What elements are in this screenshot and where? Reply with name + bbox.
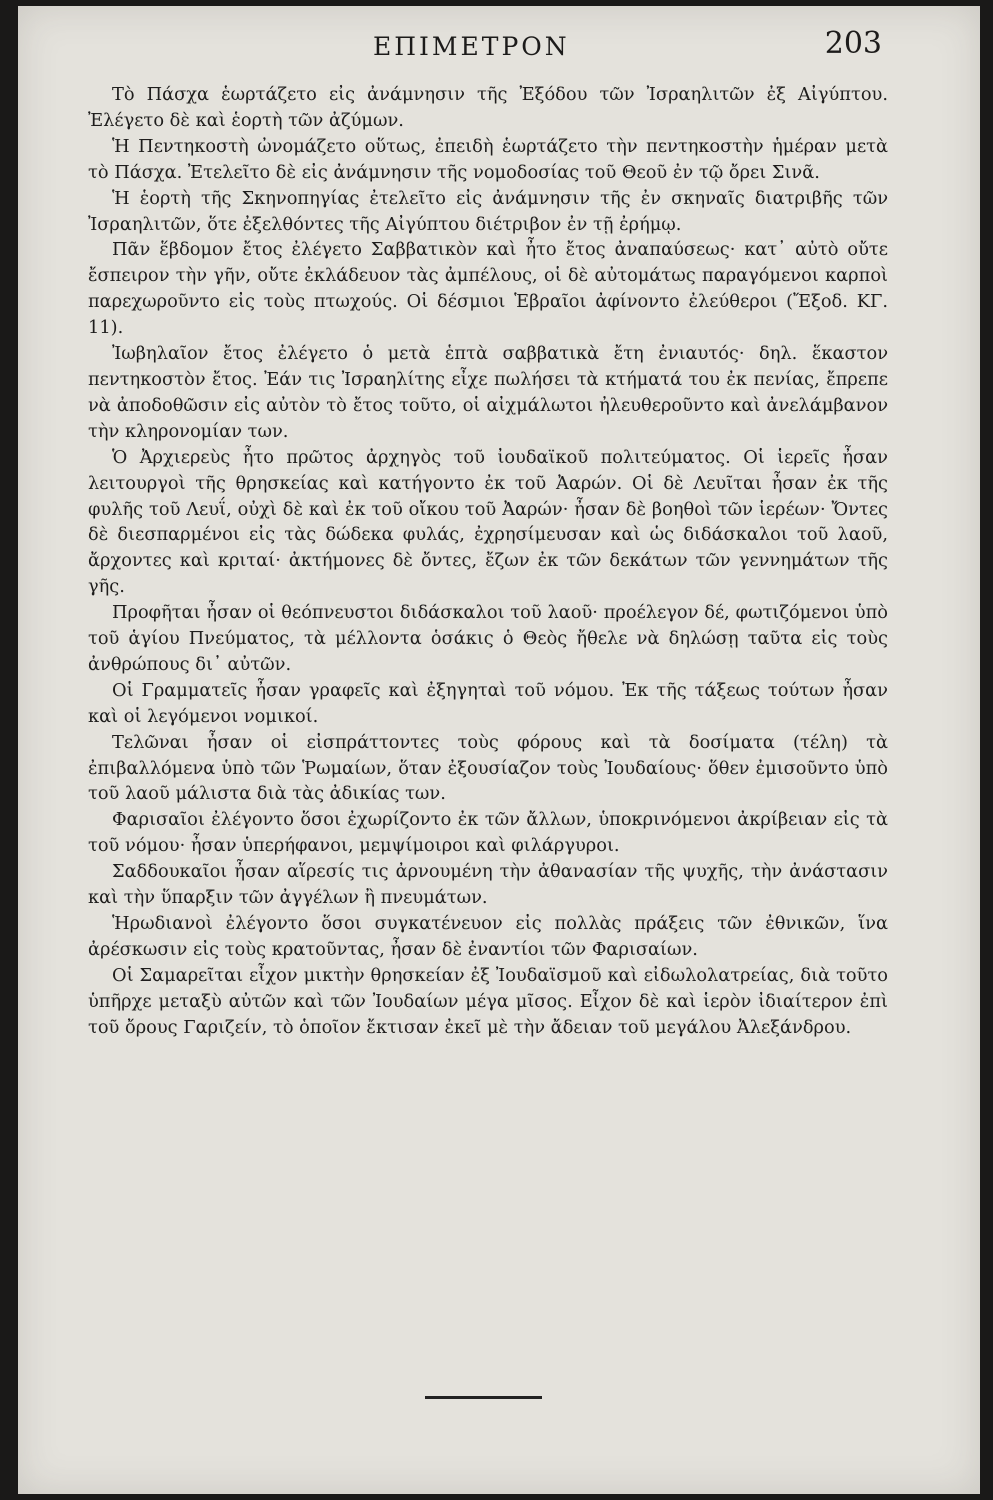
page-body — [88, 82, 888, 1041]
paragraph-sabbatical-year: Πᾶν ἕβδομον ἔτος ἐλέγετο Σαββατικὸν καὶ ἦτο ἔτος ἀναπαύσεως· κατ᾽ αὐτὸ οὔτε ἔσπειρον τὴν γῆν, οὔτε ἐκλάδευον τὰς ἀμπέλους, οἱ δὲ αὐτομάτως παραγόμενοι καρποὶ παρεχωροῦντο εἰς τοὺς πτωχούς. Οἱ δέσμιοι Ἑβραῖοι ἀφίνοντο ἐλεύθεροι (Ἔξοδ. ΚΓ. 11). — [88, 239, 888, 339]
paragraph-prophets: Προφῆται ἦσαν οἱ θεόπνευστοι διδάσκαλοι τοῦ λαοῦ· προέλεγον δέ, φωτιζόμενοι ὑπὸ τοῦ ἁγίου Πνεύματος, τὰ μέλλοντα ὁσάκις ὁ Θεὸς ἤθελε νὰ δηλώσῃ ταῦτα εἰς τοὺς ἀνθρώπους δι᾽ αὐτῶν. — [88, 602, 888, 675]
paragraph-pharisees: Φαρισαῖοι ἐλέγοντο ὅσοι ἐχωρίζοντο ἐκ τῶν ἄλλων, ὑποκρινόμενοι ἀκρίβειαν εἰς τὰ τοῦ νόμου· ἦσαν ὑπερήφανοι, μεμψίμοιροι καὶ φιλάργυροι. — [88, 809, 888, 857]
page-header — [18, 26, 980, 72]
paragraph-jubilee-year: Ἰωβηλαῖον ἔτος ἐλέγετο ὁ μετὰ ἑπτὰ σαββατικὰ ἔτη ἐνιαυτός· δηλ. ἕκαστον πεντηκοστὸν ἔτος. Ἐάν τις Ἰσραηλίτης εἶχε πωλήσει τὰ κτήματά του ἐκ πενίας, ἔπρεπε νὰ ἀποδοθῶσιν εἰς αὐτὸν τὸ ἔτος τοῦτο, οἱ αἰχμάλωτοι ἠλευθεροῦντο καὶ ἀνελάμβανον τὴν κληρονομίαν των. — [88, 343, 888, 442]
page-number: 203 — [824, 26, 882, 61]
paragraph-samaritans: Οἱ Σαμαρεῖται εἶχον μικτὴν θρησκείαν ἐξ Ἰουδαϊσμοῦ καὶ εἰδωλολατρείας, διὰ τοῦτο ὑπῆρχε μεταξὺ αὐτῶν καὶ τῶν Ἰουδαίων μέγα μῖσος. Εἶχον δὲ καὶ ἱερὸν ἰδιαίτερον ἐπὶ τοῦ ὄρους Γαριζείν, τὸ ὁποῖον ἔκτισαν ἐκεῖ μὲ τὴν ἄδειαν τοῦ μεγάλου Ἀλεξάνδρου. — [88, 964, 888, 1038]
paragraph-pascha: Τὸ Πάσχα ἑωρτάζετο εἰς ἀνάμνησιν τῆς Ἐξόδου τῶν Ἰσραηλιτῶν ἐξ Αἰγύπτου. Ἐλέγετο δὲ καὶ ἑορτὴ τῶν ἀζύμων. — [88, 84, 888, 131]
paragraph-pentecost: Ἡ Πεντηκοστὴ ὠνομάζετο οὕτως, ἐπειδὴ ἑωρτάζετο τὴν πεντηκοστὴν ἡμέραν μετὰ τὸ Πάσχα. Ἐτελεῖτο δὲ εἰς ἀνάμνησιν τῆς νομοδοσίας τοῦ Θεοῦ ἐν τῷ ὄρει Σινᾶ. — [88, 135, 888, 183]
paragraph-scribes: Οἱ Γραμματεῖς ἦσαν γραφεῖς καὶ ἐξηγηταὶ τοῦ νόμου. Ἐκ τῆς τάξεως τούτων ἦσαν καὶ οἱ λεγόμενοι νομικοί. — [88, 679, 888, 727]
running-title: ΕΠΙΜΕΤΡΟΝ — [373, 32, 570, 61]
paragraph-tax-collectors: Τελῶναι ἦσαν οἱ εἰσπράττοντες τοὺς φόρους καὶ τὰ δοσίματα (τέλη) τὰ ἐπιβαλλόμενα ὑπὸ τῶν Ῥωμαίων, ὅταν ἐξουσίαζον τοὺς Ἰουδαίους· ὅθεν ἐμισοῦντο ὑπὸ τοῦ λαοῦ μάλιστα διὰ τὰς ἀδικίας των. — [88, 731, 888, 805]
paragraph-herodians: Ἡρωδιανοὶ ἐλέγοντο ὅσοι συγκατένευον εἰς πολλὰς πράξεις τῶν ἐθνικῶν, ἵνα ἀρέσκωσιν εἰς τοὺς κρατοῦντας, ἦσαν δὲ ἐναντίοι τῶν Φαρισαίων. — [88, 913, 888, 960]
paragraph-sadducees: Σαδδουκαῖοι ἦσαν αἵρεσίς τις ἀρνουμένη τὴν ἀθανασίαν τῆς ψυχῆς, τὴν ἀνάστασιν καὶ τὴν ὕπαρξιν τῶν ἀγγέλων ἢ πνευμάτων. — [88, 861, 888, 909]
paragraph-tabernacles: Ἡ ἑορτὴ τῆς Σκηνοπηγίας ἐτελεῖτο εἰς ἀνάμνησιν τῆς ἐν σκηναῖς διατριβῆς τῶν Ἰσραηλιτῶν, ὅτε ἐξελθόντες τῆς Αἰγύπτου διέτριβον ἐν τῇ ἐρήμῳ. — [88, 187, 888, 235]
paragraph-high-priest: Ὁ Ἀρχιερεὺς ἦτο πρῶτος ἀρχηγὸς τοῦ ἰουδαϊκοῦ πολιτεύματος. Οἱ ἱερεῖς ἦσαν λειτουργοὶ τῆς θρησκείας καὶ κατήγοντο ἐκ τοῦ Ἀαρών. Οἱ δὲ Λευῖται ἦσαν ἐκ τῆς φυλῆς τοῦ Λευΐ, οὐχὶ δὲ καὶ ἐκ τοῦ οἴκου τοῦ Ἀαρών· ἦσαν δὲ βοηθοὶ τῶν ἱερέων· Ὄντες δὲ διεσπαρμένοι εἰς τὰς δώδεκα φυλάς, ἐχρησίμευσαν καὶ ὡς διδάσκαλοι τοῦ λαοῦ, ἄρχοντες καὶ κριταί· ἀκτήμονες δὲ ὄντες, ἔζων ἐκ τῶν δεκάτων τῶν γεννημάτων τῆς γῆς. — [88, 446, 888, 598]
book-page — [18, 6, 980, 1494]
closing-rule — [425, 1396, 542, 1399]
